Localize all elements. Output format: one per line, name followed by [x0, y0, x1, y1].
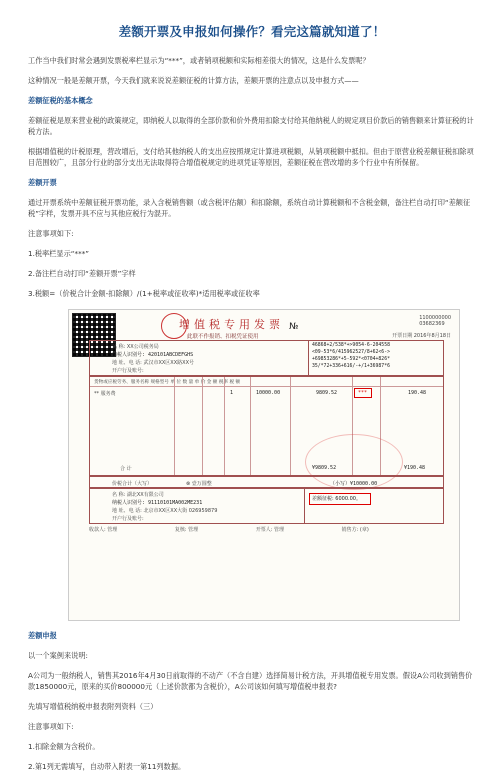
- intro-paragraph-2: 这种情况一般是差额开票，今天我们就来说说差额征税的计算方法，差额开票的注意点以及申报方式——: [28, 76, 359, 85]
- invoice-footer: [89, 526, 444, 533]
- buyer-name: 名 称: XX公司税务局: [112, 344, 159, 350]
- item-quantity: 1: [230, 390, 234, 396]
- filing-note-1: 1.扣除金额为含税价。: [28, 742, 100, 751]
- seller-section: [89, 488, 444, 524]
- page-title: 差额开票及申报如何操作？看完这篇就知道了！: [118, 24, 386, 39]
- section-heading-filing: 差额申报: [28, 631, 57, 640]
- reviewer: 复核: 管理: [174, 527, 199, 533]
- item-name: ** 服务费: [94, 391, 116, 397]
- cipher-line-3: +69853286*+5-592*<0704+826*: [312, 357, 390, 362]
- sum-label: 合 计: [120, 466, 132, 472]
- case-paragraph: A公司为一般纳税人，销售其2016年4月30日前取得的不动产（不含自建）选择简易计税方法，开具增值税专用发票。假设A公司收到销售价款1850000元，原来的买价800000元（上述价款都为含税价），A公司该如何填写增值税申报表?: [28, 671, 473, 691]
- section-heading-invoicing: 差额开票: [28, 178, 57, 187]
- invoice-number-label: №: [289, 322, 299, 332]
- drawer: 开票人: 管理: [255, 527, 285, 533]
- cipher-area: [308, 341, 443, 375]
- sum-amount: ¥9809.52: [312, 465, 337, 471]
- item-unit-price: 10000.00: [256, 390, 281, 396]
- cipher-line-4: 35/*72+336+616/-+/1+36987*6: [312, 364, 390, 369]
- total-chinese: ⊗ 壹万圆整: [186, 481, 212, 487]
- seller-address: 地 址、电 话: 北京市XX区XX大街 026959879: [112, 508, 218, 514]
- invoice-code-1: 1100000000: [419, 315, 451, 321]
- notes-label: 注意事项如下:: [28, 229, 74, 238]
- invoice-title: 增值税专用发票: [179, 318, 284, 331]
- note-item-2: 2.备注栏自动打印“差额开票”字样: [28, 269, 136, 278]
- total-section: [89, 476, 444, 488]
- buyer-tax-id: 纳税人识别号: 420101ABCDEFGHS: [112, 352, 194, 358]
- total-label: 价税合计（大写）: [112, 481, 153, 487]
- invoice-code: [419, 315, 451, 327]
- item-tax-rate: ***: [358, 390, 368, 396]
- invoice-image: [68, 309, 460, 621]
- filing-note-2: 2.第1列无需填写，自动带入附表一第11列数据。: [28, 762, 186, 771]
- concept-paragraph-2: 根据增值税的计税原理，营改增后，支付给其他纳税人的支出应按照规定计算进项税额，从销项税额中抵扣。但由于原营业税差额征税扣除项目范围较广，且部分行业的部分支出无法取得符合增值税规定的进项凭证等原因，差额征税在营改增的多个行业中有所保留。: [28, 147, 474, 167]
- intro-paragraph: 工作当中我们时常会遇到发票税率栏显示为“***”，或者销项税额和实际相差很大的情况，这是什么发票呢？: [28, 56, 370, 65]
- note-item-3: 3.税额=（价税合计金额-扣除额）/(1+税率或征收率)*适用税率或征收率: [28, 289, 260, 298]
- note-item-1: 1.税率栏显示“***”: [28, 249, 90, 258]
- remark-text: 差额征税: 6000.00。: [312, 496, 361, 502]
- header-divider: [90, 386, 443, 387]
- case-step: 先填写增值税纳税申报表附列资料（三）: [28, 702, 158, 711]
- sum-tax: ¥190.48: [404, 465, 426, 471]
- seller-mark: 销售方: (章): [341, 527, 369, 533]
- invoice-date: 开票日期 2016年8月18日: [392, 333, 451, 339]
- buyer-address: 地 址、电 话: 武汉市XX区XX路XX号: [112, 360, 195, 366]
- cipher-line-2: <09-53*6/415962527/8+62<6->: [312, 350, 390, 355]
- item-tax: 190.48: [408, 390, 427, 396]
- invoicing-paragraph: 通过开票系统中差额征税开票功能，录入含税销售额（或含税评估额）和扣除额，系统自动计算税额和不含税金额，备注栏自动打印“差额征税”字样，发票开具不应与其他应税行为混开。: [28, 198, 471, 218]
- invoice-subtitle: 此联不作报销、扣税凭证使用: [187, 334, 259, 340]
- case-intro: 以一个案例来说明:: [28, 651, 88, 660]
- item-amount: 9809.52: [316, 390, 338, 396]
- cipher-line-1: 46868+2/538*+>9054-6-204558: [312, 343, 390, 348]
- seller-bank: 开户行及账号:: [112, 516, 144, 522]
- remark-area: [304, 489, 445, 523]
- buyer-bank: 开户行及账号:: [112, 368, 144, 374]
- invoice-code-2: 03682369: [419, 321, 445, 327]
- buyer-section: [89, 340, 444, 376]
- tax-rate-highlight-box: [354, 388, 372, 398]
- seller-name: 名 称: 湖北XX有限公司: [112, 492, 164, 498]
- payee: 收款人: 管理: [89, 527, 118, 533]
- filing-notes-label: 注意事项如下:: [28, 722, 74, 731]
- concept-paragraph: 差额征税是原来营业税的政策规定，即纳税人以取得的全部价款和价外费用扣除支付给其他纳税人的规定项目价款后的销售额来计算征税的计税方法。: [28, 116, 474, 136]
- section-heading-concept: 差额征税的基本概念: [28, 96, 93, 105]
- seller-tax-id: 纳税人识别号: 91110101MA002ME231: [112, 500, 203, 506]
- total-numeric: （小写）¥10000.00: [330, 481, 378, 487]
- items-header: 货物或应税劳务、服务名称 规格型号 单 位 数 量 单 价 金 额 税率 税 额: [94, 380, 241, 385]
